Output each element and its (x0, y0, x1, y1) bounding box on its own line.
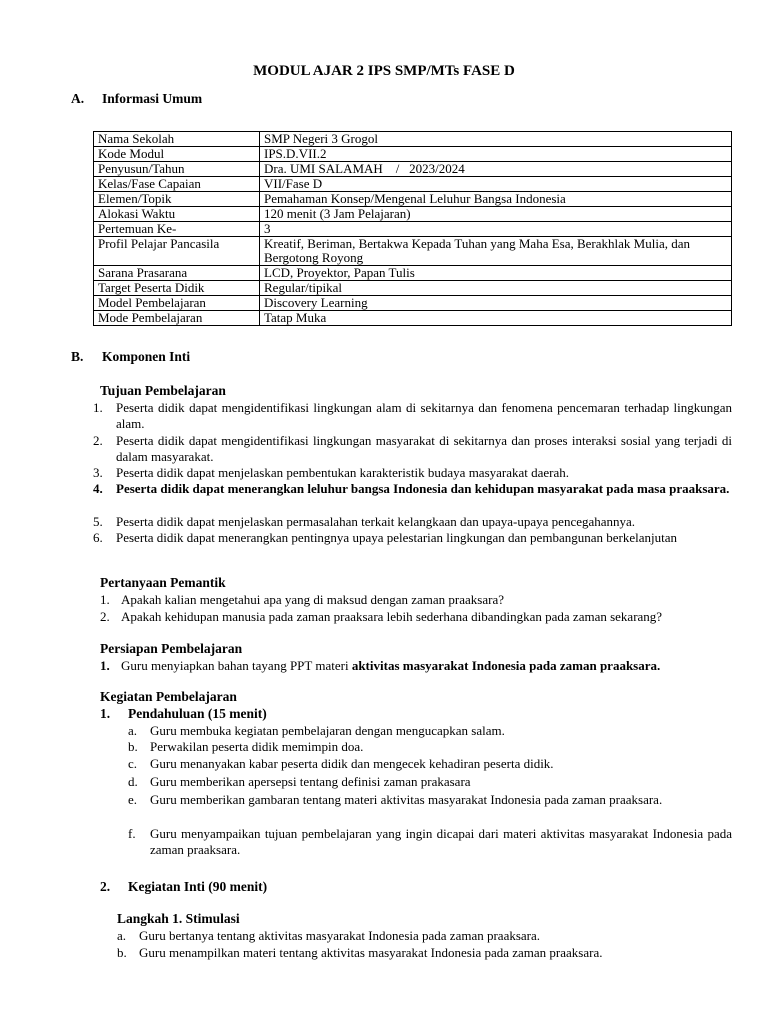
table-row (94, 311, 732, 326)
table-value: Dra. UMI SALAMAH / 2023/2024 (260, 162, 732, 177)
langkah1-label: Langkah 1. Stimulasi (117, 911, 240, 926)
table-value: SMP Negeri 3 Grogol (260, 132, 732, 147)
list-item (93, 433, 732, 465)
list-item (100, 658, 732, 690)
table-value: IPS.D.VII.2 (260, 147, 732, 162)
section-a-label: Informasi Umum (102, 91, 203, 106)
table-row (94, 192, 732, 207)
list-item (100, 609, 732, 641)
list-item (93, 514, 732, 530)
list-item (93, 465, 732, 481)
list-number: 4. (93, 481, 103, 496)
list-text (121, 658, 711, 674)
pendahuluan-label: Pendahuluan (15 menit) (128, 706, 267, 721)
table-key: Alokasi Waktu (94, 207, 260, 222)
table-row (94, 147, 732, 162)
table-key: Sarana Prasarana (94, 266, 260, 281)
list-text: Guru membuka kegiatan pembelajaran dengan mengucapkan salam. (150, 723, 505, 738)
table-row (94, 162, 732, 177)
list-number: 1. (100, 658, 110, 673)
table-row (94, 207, 732, 222)
list-text: Peserta didik dapat menerangkan pentingnya upaya pelestarian lingkungan dan pembangunan berkelanjutan (116, 530, 677, 545)
list-number: 1. (100, 592, 110, 607)
section-b-heading (71, 349, 271, 365)
list-item (117, 945, 732, 961)
table-key: Target Peserta Didik (94, 281, 260, 296)
section-a-heading (71, 91, 271, 107)
list-text: Guru menyampaikan tujuan pembelajaran yang ingin dicapai dari materi aktivitas masyarakat Indonesia pada zaman praaksara. (150, 826, 732, 857)
section-b-number: B. (71, 349, 84, 364)
table-value: 120 menit (3 Jam Pelajaran) (260, 207, 732, 222)
list-number: b. (128, 739, 138, 754)
list-item (128, 739, 732, 755)
list-number: 6. (93, 530, 103, 545)
list-item (128, 723, 732, 739)
table-row (94, 296, 732, 311)
tujuan-heading: Tujuan Pembelajaran (100, 383, 226, 398)
table-row (94, 281, 732, 296)
list-item (128, 756, 732, 772)
table-key: Model Pembelajaran (94, 296, 260, 311)
list-number: 5. (93, 514, 103, 529)
list-text: Perwakilan peserta didik memimpin doa. (150, 739, 364, 754)
table-key: Penyusun/Tahun (94, 162, 260, 177)
list-text: Peserta didik dapat mengidentifikasi lingkungan alam di sekitarnya dan fenomena pencemaran terhadap lingkungan alam. (116, 400, 732, 431)
list-number: 1. (93, 400, 103, 415)
list-number: f. (128, 826, 136, 841)
table-row (94, 132, 732, 147)
table-value: Pemahaman Konsep/Mengenal Leluhur Bangsa Indonesia (260, 192, 732, 207)
list-item (100, 592, 732, 608)
table-value: Kreatif, Beriman, Bertakwa Kepada Tuhan yang Maha Esa, Berakhlak Mulia, dan Bergotong Royong (260, 237, 732, 266)
table-value: Regular/tipikal (260, 281, 732, 296)
list-number: e. (128, 792, 138, 807)
section-b-label: Komponen Inti (102, 349, 191, 364)
table-key: Pertemuan Ke- (94, 222, 260, 237)
list-number: 3. (93, 465, 103, 480)
pemantik-heading: Pertanyaan Pemantik (100, 575, 226, 590)
inti-number: 2. (100, 879, 111, 894)
kegiatan-heading: Kegiatan Pembelajaran (100, 689, 237, 704)
table-key: Mode Pembelajaran (94, 311, 260, 326)
document-title: MODUL AJAR 2 IPS SMP/MTs FASE D (253, 63, 515, 79)
table-value: LCD, Proyektor, Papan Tulis (260, 266, 732, 281)
list-item (128, 826, 732, 858)
list-item (128, 774, 732, 790)
list-text: Guru memberikan apersepsi tentang definisi zaman prakasara (150, 774, 471, 789)
table-row (94, 222, 732, 237)
list-number: d. (128, 774, 138, 789)
table-value: 3 (260, 222, 732, 237)
list-text: Peserta didik dapat menjelaskan permasalahan terkait kelangkaan dan upaya-upaya pencegahannya. (116, 514, 636, 529)
list-item (128, 792, 732, 824)
inti-label: Kegiatan Inti (90 menit) (128, 879, 268, 894)
list-text: Peserta didik dapat menjelaskan pembentukan karakteristik budaya masyarakat daerah. (116, 465, 570, 480)
list-item (93, 530, 732, 562)
pendahuluan-number: 1. (100, 706, 111, 721)
list-number: b. (117, 945, 127, 960)
list-item (93, 400, 732, 432)
text-plain: Guru menyiapkan bahan tayang PPT materi (121, 658, 352, 673)
table-key: Kode Modul (94, 147, 260, 162)
table-value: Tatap Muka (260, 311, 732, 326)
table-row (94, 177, 732, 192)
list-text: Peserta didik dapat menerangkan leluhur bangsa Indonesia dan kehidupan masyarakat pada masa praaksara. (116, 481, 730, 496)
section-a-number: A. (71, 91, 85, 106)
list-text: Guru bertanya tentang aktivitas masyarakat Indonesia pada zaman praaksara. (139, 928, 541, 943)
persiapan-heading: Persiapan Pembelajaran (100, 641, 243, 656)
list-number: c. (128, 756, 138, 771)
list-item (117, 928, 732, 944)
list-number: a. (128, 723, 138, 738)
info-table (93, 131, 732, 326)
list-text: Apakah kalian mengetahui apa yang di maksud dengan zaman praaksara? (121, 592, 504, 607)
list-number: 2. (100, 609, 110, 624)
list-text: Apakah kehidupan manusia pada zaman praaksara lebih sederhana dibandingkan pada zaman sekarang? (121, 609, 663, 624)
table-value: Discovery Learning (260, 296, 732, 311)
table-key: Kelas/Fase Capaian (94, 177, 260, 192)
list-text: Guru menampilkan materi tentang aktivitas masyarakat Indonesia pada zaman praaksara. (139, 945, 603, 960)
list-item (93, 481, 732, 513)
table-key: Elemen/Topik (94, 192, 260, 207)
table-row (94, 237, 732, 266)
list-number: 2. (93, 433, 103, 448)
table-key: Nama Sekolah (94, 132, 260, 147)
table-value: VII/Fase D (260, 177, 732, 192)
list-text: Guru menanyakan kabar peserta didik dan mengecek kehadiran peserta didik. (150, 756, 554, 771)
list-text: Peserta didik dapat mengidentifikasi lingkungan masyarakat di sekitarnya dan proses interaksi sosial yang terjadi di dalam masyarakat. (116, 433, 732, 464)
table-row (94, 266, 732, 281)
list-text: Guru memberikan gambaran tentang materi aktivitas masyarakat Indonesia pada zaman praaksara. (150, 792, 663, 807)
table-key: Profil Pelajar Pancasila (94, 237, 260, 266)
text-bold: aktivitas masyarakat Indonesia pada zaman praaksara. (351, 658, 661, 673)
list-number: a. (117, 928, 127, 943)
